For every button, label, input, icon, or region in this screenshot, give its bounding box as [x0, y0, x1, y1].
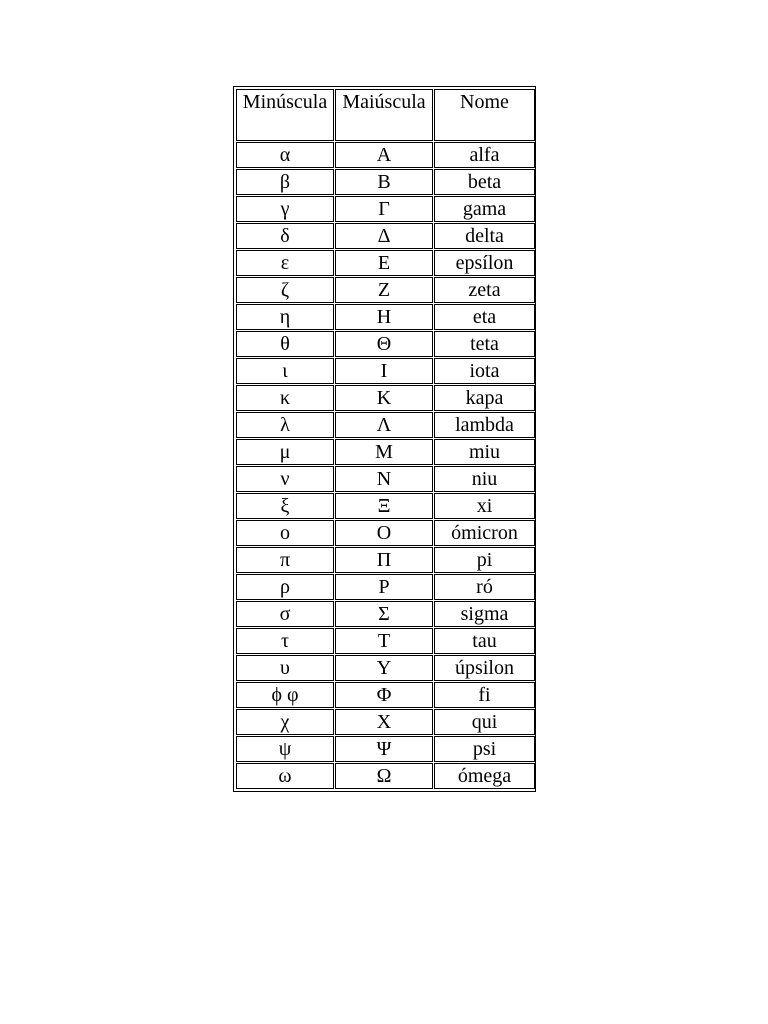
- uppercase-cell: Σ: [335, 601, 433, 627]
- letter-name-cell: fi: [434, 682, 535, 708]
- letter-name-cell: qui: [434, 709, 535, 735]
- letter-name-cell: miu: [434, 439, 535, 465]
- table-row: [236, 763, 535, 789]
- lowercase-cell: ο: [236, 520, 334, 546]
- uppercase-cell: Ν: [335, 466, 433, 492]
- lowercase-cell: ρ: [236, 574, 334, 600]
- uppercase-cell: Ξ: [335, 493, 433, 519]
- table-row: [236, 223, 535, 249]
- lowercase-cell: ε: [236, 250, 334, 276]
- table-row: [236, 169, 535, 195]
- uppercase-cell: Λ: [335, 412, 433, 438]
- uppercase-cell: Π: [335, 547, 433, 573]
- table-row: [236, 547, 535, 573]
- lowercase-cell: α: [236, 142, 334, 168]
- lowercase-cell: τ: [236, 628, 334, 654]
- uppercase-cell: Α: [335, 142, 433, 168]
- lowercase-cell: ξ: [236, 493, 334, 519]
- uppercase-cell: Ζ: [335, 277, 433, 303]
- table-row: [236, 304, 535, 330]
- lowercase-cell: χ: [236, 709, 334, 735]
- table-row: [236, 709, 535, 735]
- lowercase-cell: θ: [236, 331, 334, 357]
- letter-name-cell: iota: [434, 358, 535, 384]
- lowercase-cell: γ: [236, 196, 334, 222]
- letter-name-cell: pi: [434, 547, 535, 573]
- lowercase-cell: ψ: [236, 736, 334, 762]
- table-row: [236, 628, 535, 654]
- lowercase-cell: ω: [236, 763, 334, 789]
- uppercase-cell: Υ: [335, 655, 433, 681]
- letter-name-cell: ómega: [434, 763, 535, 789]
- header-name: Nome: [434, 89, 535, 141]
- letter-name-cell: beta: [434, 169, 535, 195]
- letter-name-cell: zeta: [434, 277, 535, 303]
- lowercase-cell: ι: [236, 358, 334, 384]
- table-row: [236, 466, 535, 492]
- lowercase-cell: σ: [236, 601, 334, 627]
- table-row: [236, 196, 535, 222]
- uppercase-cell: Ι: [335, 358, 433, 384]
- letter-name-cell: niu: [434, 466, 535, 492]
- lowercase-cell: β: [236, 169, 334, 195]
- letter-name-cell: gama: [434, 196, 535, 222]
- letter-name-cell: lambda: [434, 412, 535, 438]
- letter-name-cell: teta: [434, 331, 535, 357]
- header-majuscule: Maiúscula: [335, 89, 433, 141]
- uppercase-cell: Χ: [335, 709, 433, 735]
- letter-name-cell: epsílon: [434, 250, 535, 276]
- greek-alphabet-table: [235, 88, 536, 790]
- table-row: [236, 358, 535, 384]
- letter-name-cell: xi: [434, 493, 535, 519]
- header-row: [236, 89, 535, 141]
- uppercase-cell: Η: [335, 304, 433, 330]
- uppercase-cell: Β: [335, 169, 433, 195]
- letter-name-cell: kapa: [434, 385, 535, 411]
- table-row: [236, 439, 535, 465]
- uppercase-cell: Κ: [335, 385, 433, 411]
- uppercase-cell: Γ: [335, 196, 433, 222]
- letter-name-cell: delta: [434, 223, 535, 249]
- lowercase-cell: δ: [236, 223, 334, 249]
- table-row: [236, 655, 535, 681]
- uppercase-cell: Ω: [335, 763, 433, 789]
- uppercase-cell: Ρ: [335, 574, 433, 600]
- uppercase-cell: Μ: [335, 439, 433, 465]
- letter-name-cell: ómicron: [434, 520, 535, 546]
- table-row: [236, 250, 535, 276]
- letter-name-cell: sigma: [434, 601, 535, 627]
- table-row: [236, 331, 535, 357]
- table-row: [236, 385, 535, 411]
- table-row: [236, 736, 535, 762]
- lowercase-cell: κ: [236, 385, 334, 411]
- table-row: [236, 142, 535, 168]
- uppercase-cell: Ψ: [335, 736, 433, 762]
- lowercase-cell: λ: [236, 412, 334, 438]
- table-row: [236, 412, 535, 438]
- table-row: [236, 520, 535, 546]
- letter-name-cell: psi: [434, 736, 535, 762]
- letter-name-cell: tau: [434, 628, 535, 654]
- table-row: [236, 277, 535, 303]
- lowercase-cell: μ: [236, 439, 334, 465]
- lowercase-cell: υ: [236, 655, 334, 681]
- uppercase-cell: Ε: [335, 250, 433, 276]
- lowercase-cell: ϕ φ: [236, 682, 334, 708]
- table-row: [236, 682, 535, 708]
- lowercase-cell: ζ: [236, 277, 334, 303]
- lowercase-cell: η: [236, 304, 334, 330]
- uppercase-cell: Δ: [335, 223, 433, 249]
- uppercase-cell: Τ: [335, 628, 433, 654]
- table-body: [236, 89, 535, 789]
- table-row: [236, 601, 535, 627]
- letter-name-cell: eta: [434, 304, 535, 330]
- header-minuscule: Minúscula: [236, 89, 334, 141]
- uppercase-cell: Ο: [335, 520, 433, 546]
- lowercase-cell: π: [236, 547, 334, 573]
- lowercase-cell: ν: [236, 466, 334, 492]
- letter-name-cell: alfa: [434, 142, 535, 168]
- letter-name-cell: úpsilon: [434, 655, 535, 681]
- uppercase-cell: Θ: [335, 331, 433, 357]
- letter-name-cell: ró: [434, 574, 535, 600]
- table-row: [236, 493, 535, 519]
- uppercase-cell: Φ: [335, 682, 433, 708]
- table-row: [236, 574, 535, 600]
- greek-alphabet-table-frame: [233, 86, 536, 792]
